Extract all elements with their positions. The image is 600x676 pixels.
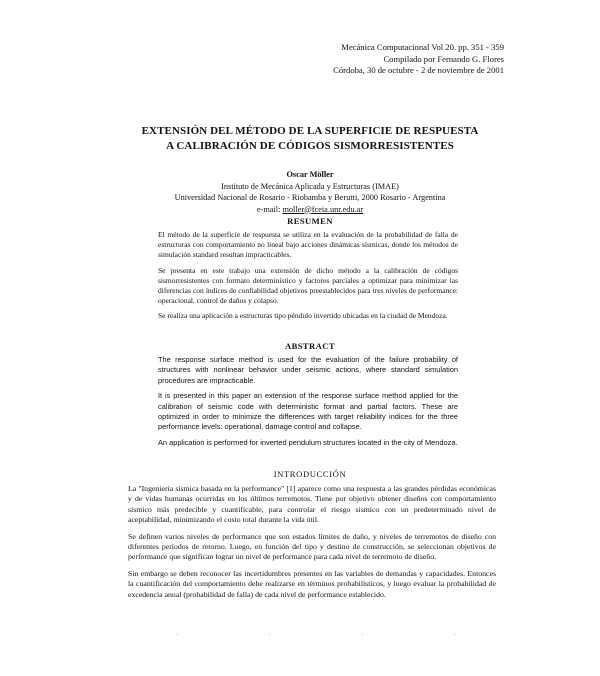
conference-location-date: Córdoba, 30 de octubre - 2 de noviembre de 2001 xyxy=(333,65,504,75)
scan-dot: · xyxy=(176,632,178,638)
introduccion-paragraph: Se definen varios niveles de performance que son estados límites de daño, y niveles de terremotos de diseño con diferentes períodos de retorno. Luego, en función del tipo y destino de construcción, se seleccionan objetivos de performance que significan lograr un nivel de performance para cada nivel de terremoto de diseño. xyxy=(128,531,496,562)
resumen-heading: RESUMEN xyxy=(287,216,333,226)
scan-artifacts xyxy=(176,632,456,642)
title-line-2: A CALIBRACIÓN DE CÓDIGOS SISMORRESISTENTES xyxy=(166,140,454,152)
scan-dot: · xyxy=(268,632,271,638)
abstract-paragraph: An application is performed for inverted pendulum structures located in the city of Mendoza. xyxy=(158,437,458,447)
scan-speck: · xyxy=(206,652,208,657)
scan-speck: · xyxy=(303,454,305,459)
compiler-line: Compilado por Fernando G. Flores xyxy=(383,53,504,64)
paper-title xyxy=(120,124,500,154)
author-email-link[interactable]: moller@fceia.unr.edu.ar xyxy=(282,204,364,214)
title-line-1: EXTENSIÓN DEL MÉTODO DE LA SUPERFICIE DE RESPUESTA xyxy=(141,125,479,137)
author-institute: Instituto de Mecánica Aplicada y Estructuras (IMAE) xyxy=(221,181,399,191)
introduccion-paragraph: Sin embargo se deben reconocer las incertidumbres presentes en las variables de demandas y capacidades. Entonces la cuantificación del comportamiento debe realizarse en términos probabilísticos, y luego evaluar la probabilidad de excedencia anual (probabilidad de falla) de cada nivel de performance establecido. xyxy=(128,568,496,599)
journal-citation: Mecánica Computacional Vol 20. pp. 351 - 359 xyxy=(341,42,504,52)
author-block xyxy=(120,169,500,215)
scan-dot: · xyxy=(361,632,364,638)
resumen-paragraph: Se realiza una aplicación a estructuras tipo péndulo invertido ubicadas en la ciudad de Mendoza. xyxy=(158,311,448,321)
resumen-paragraph: El método de la superficie de respuesta se utiliza en la evaluación de la probabilidad de falla de estructuras con comportamiento no lineal bajo acciones dinámicas sísmicas, donde los métodos de simulación standard resultan impracticables. xyxy=(158,230,458,260)
introduccion-heading: INTRODUCCIÓN xyxy=(273,469,347,479)
journal-header xyxy=(204,42,504,77)
abstract-heading: ABSTRACT xyxy=(285,341,335,351)
resumen-body xyxy=(158,230,458,327)
abstract-paragraph: The response surface method is used for the evaluation of the failure probability of structures with nonlinear behavior under seismic actions, where standard simulation procedures are impracticable. xyxy=(158,355,458,385)
email-label: e-mail: xyxy=(256,204,283,214)
abstract-body xyxy=(158,355,458,453)
author-name: Oscar Möller xyxy=(286,170,334,179)
introduccion-paragraph: La "Ingeniería sísmica basada en la performance" [1] aparece como una respuesta a las grandes pérdidas económicas y de vidas humanas ocurridas en los últimos terremotos. Tiene por objetivo obtener diseños con comportamiento sísmico más predecible y cuantificable, para controlar el riesgo sísmico con un predeterminado nivel de aceptabilidad, minimizando el costo total durante la vida útil. xyxy=(128,484,496,525)
resumen-paragraph: Se presenta en este trabajo una extensión de dicho método a la calibración de códigos sismorresistentes con formato determinístico y factores parciales a optimizar para minimizar las diferencias con índices de confiabilidad objetivos preestablecidos para tres niveles de performance: operacional, control de daños y colapso. xyxy=(158,265,458,306)
author-university: Universidad Nacional de Rosario - Riobamba y Berutti, 2000 Rosario - Argentina xyxy=(174,193,446,202)
abstract-paragraph: It is presented in this paper an extension of the response surface method applied for the calibration of seismic code with deterministic format and partial factors. These are optimized in order to minimize the differences with target reliability indices for the three performance levels: operational, damage control and collapse. xyxy=(158,391,458,432)
author-email-line xyxy=(120,204,500,216)
scan-dot: · xyxy=(453,632,456,638)
introduccion-body xyxy=(128,484,496,606)
